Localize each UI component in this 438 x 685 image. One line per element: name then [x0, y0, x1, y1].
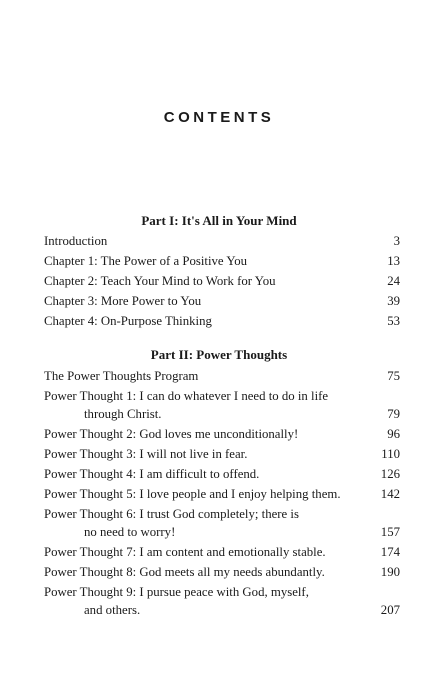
- toc-entry-power-thought-9: [44, 582, 400, 620]
- toc-entry-page: 96: [387, 427, 400, 441]
- toc-entry-page: 39: [387, 294, 400, 308]
- part-2-heading: Part II: Power Thoughts: [150, 347, 288, 362]
- toc-entry-power-thought-3: [44, 444, 400, 464]
- toc-entry-power-thought-7: [44, 542, 400, 562]
- toc-entry-title: Power Thought 7: I am content and emotionally stable.: [44, 545, 326, 559]
- part-2-toc-list: [44, 366, 400, 620]
- toc-entry-page: 53: [387, 314, 400, 328]
- toc-entry-title: Chapter 2: Teach Your Mind to Work for You: [44, 274, 276, 288]
- toc-entry-page: 126: [380, 467, 400, 481]
- toc-entry-title: Power Thought 5: I love people and I enjoy helping them.: [44, 487, 341, 501]
- toc-entry-title: Power Thought 2: God loves me unconditionally!: [44, 427, 299, 441]
- toc-entry-title: Power Thought 6: I trust God completely; there is: [44, 507, 299, 521]
- toc-entry-power-thought-1: [44, 386, 400, 424]
- toc-entry-title: Introduction: [44, 234, 108, 248]
- toc-entry-title: Power Thought 1: I can do whatever I need to do in life: [44, 389, 329, 403]
- toc-entry-page: 174: [380, 545, 400, 559]
- toc-entry-page: 110: [381, 447, 400, 461]
- toc-entry-title: Power Thought 4: I am difficult to offend.: [44, 467, 260, 481]
- toc-entry-power-thought-8: [44, 562, 400, 582]
- toc-entry-power-thought-6: [44, 504, 400, 542]
- part-1-toc-list: [44, 231, 400, 331]
- toc-entry-chapter-4: [44, 311, 400, 331]
- toc-entry-page: 157: [380, 525, 400, 539]
- toc-entry-chapter-3: [44, 291, 400, 311]
- toc-entry-title-continuation: through Christ.: [84, 407, 162, 421]
- toc-entry-page: 79: [387, 407, 400, 421]
- toc-entry-page: 75: [387, 369, 400, 383]
- toc-entry-page: 3: [393, 234, 400, 248]
- toc-entry-page: 13: [387, 254, 400, 268]
- toc-entry-power-thoughts-program: [44, 366, 400, 386]
- toc-entry-power-thought-2: [44, 424, 400, 444]
- toc-entry-chapter-1: [44, 251, 400, 271]
- toc-entry-title: Chapter 4: On-Purpose Thinking: [44, 314, 212, 328]
- toc-entry-page: 190: [380, 565, 400, 579]
- toc-entry-chapter-2: [44, 271, 400, 291]
- toc-entry-page: 207: [380, 603, 400, 617]
- toc-entry-title: Power Thought 8: God meets all my needs abundantly.: [44, 565, 325, 579]
- toc-entry-title-continuation: and others.: [84, 603, 141, 617]
- toc-entry-title: Power Thought 3: I will not live in fear.: [44, 447, 248, 461]
- toc-entry-power-thought-5: [44, 484, 400, 504]
- toc-entry-introduction: [44, 231, 400, 251]
- toc-entry-title: Chapter 1: The Power of a Positive You: [44, 254, 248, 268]
- toc-entry-title: The Power Thoughts Program: [44, 369, 199, 383]
- toc-entry-page: 24: [387, 274, 400, 288]
- toc-entry-page: 142: [380, 487, 400, 501]
- toc-entry-title: Power Thought 9: I pursue peace with God, myself,: [44, 585, 309, 599]
- toc-entry-title: Chapter 3: More Power to You: [44, 294, 202, 308]
- toc-entry-title-continuation: no need to worry!: [84, 525, 176, 539]
- part-1-heading: Part I: It's All in Your Mind: [141, 213, 297, 228]
- toc-entry-power-thought-4: [44, 464, 400, 484]
- contents-title: CONTENTS: [163, 109, 275, 126]
